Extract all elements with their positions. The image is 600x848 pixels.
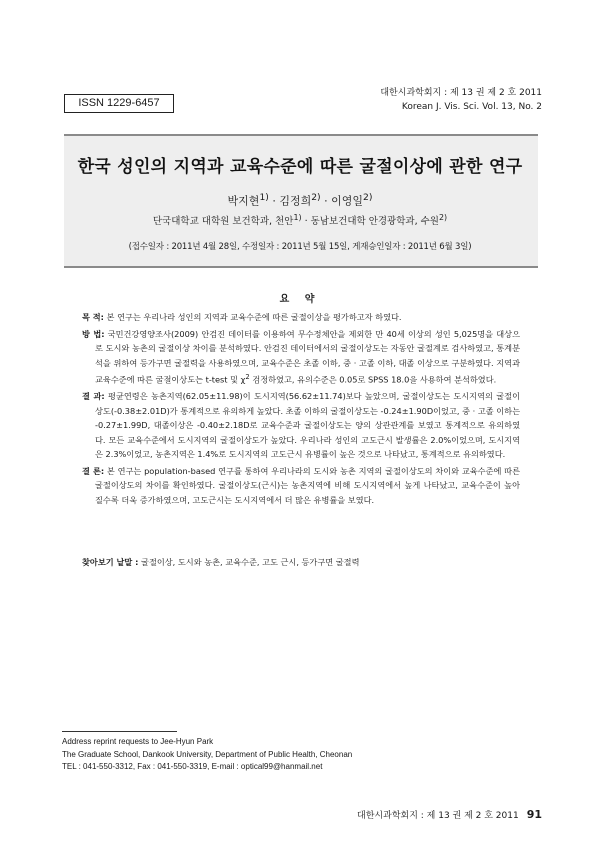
- conclusion-text: 본 연구는 population-based 연구를 통하여 우리나라의 도시와 농촌 지역의 굴절이상도의 차이와 교육수준에 따른 굴절이상도의 차이를 확인하였다. 굴절이상도(근시)는 농촌지역에 비해 도시지역에서 높게 나타났고, 교육수준이 높아질수록 더욱 증가하였으며, 고도근시는 도시지역에서 더 많은 유병률을 보였다.: [95, 465, 520, 505]
- issn-box: [64, 94, 174, 113]
- affiliation-mark: 1): [293, 213, 302, 222]
- affiliation-mark: 2): [438, 213, 448, 222]
- author-separator: ·: [268, 194, 280, 208]
- author-separator: ·: [320, 194, 332, 208]
- issn-text: ISSN 1229-6457: [78, 97, 160, 109]
- footnote-line: TEL : 041-550-3312, Fax : 041-550-3319, E-mail : optical99@hanmail.net: [62, 762, 323, 771]
- results-text: 평균연령은 농촌지역(62.05±11.98)이 도시지역(56.62±11.74)보다 높았으며, 굴절이상도는 도시지역의 굴절이상도(-0.38±2.01D)가 통계적으로 유의하게 높았다. 초졸 이하의 굴절이상도는 -0.24±1.90D이었고, 중 · 고졸 이하는 -0.27±1.99D, 대졸이상은 -0.40±2.18D로 교육수준과 굴절이상도는 양의 상관관계를 보였고 통계적으로 유의하였다. 모든 교육수준에서 도시지역의 굴절이상도가 높았다. 우리나라 성인의 고도근시 발생률은 2.0%이었으며, 도시지역은 2.3%이었고, 농촌지역은 1.4%로 도시지역의 고도근시 유병률이 높은 것으로 나타났고, 통계적으로 유의하였다.: [95, 391, 520, 460]
- footer-journal: 대한시과학회지 : 제 13 권 제 2 호 2011: [357, 811, 519, 821]
- journal-info-english: Korean J. Vis. Sci. Vol. 13, No. 2: [401, 102, 542, 112]
- author-name: 이영일: [331, 194, 364, 208]
- affiliation-text: 단국대학교 대학원 보건학과, 천안: [152, 216, 294, 228]
- page-number: 91: [526, 808, 542, 821]
- footnote-line: The Graduate School, Dankook University, Department of Public Health, Cheonan: [62, 749, 353, 759]
- author-affiliation-mark: 2): [363, 192, 373, 203]
- paper-title: 한국 성인의 지역과 교육수준에 따른 굴절이상에 관한 연구: [77, 157, 523, 177]
- methods-label: 방 법:: [82, 328, 105, 339]
- page-footer: [357, 808, 542, 821]
- abstract-purpose: [82, 310, 520, 325]
- footnote-line: Address reprint requests to Jee-Hyun Park: [62, 737, 214, 746]
- footnote-divider: [62, 731, 177, 732]
- author-affiliation-mark: 1): [259, 192, 269, 203]
- affiliation: [0, 213, 600, 227]
- author-name: 김정희: [279, 194, 312, 208]
- abstract-methods: [82, 327, 520, 388]
- keywords-text: 굴절이상, 도시와 농촌, 교육수준, 고도 근시, 등가구면 굴절력: [138, 557, 360, 567]
- abstract-conclusion: [82, 464, 520, 508]
- methods-text: 국민건강영양조사(2009) 안검진 데이터를 이용하여 무수정체안을 제외한 만 40세 이상의 성인 5,025명을 대상으로 도시와 농촌의 굴절이상 차이를 분석하였다. 안검진 데이터에서의 굴절이상도는 자동안 굴절계로 검사하였고, 통계분석을 위하여 등가구면 굴절력을 사용하였으며, 교육수준은 초졸 이하, 중 · 고졸 이하, 대졸 이상으로 구분하였다. 지역과 교육수준에 따른 굴절이상도는 t-test 및 χ: [95, 328, 520, 385]
- journal-info: [380, 86, 542, 114]
- keywords-label: 찾아보기 낱말 :: [82, 557, 139, 567]
- abstract-heading: 요 약: [279, 294, 321, 305]
- affiliation-text: · 동남보건대학 안경광학과, 수원: [301, 216, 439, 228]
- chi-square-superscript: 2: [245, 373, 250, 381]
- author-affiliation-mark: 2): [311, 192, 321, 203]
- journal-info-korean: 대한시과학회지 : 제 13 권 제 2 호 2011: [380, 88, 542, 98]
- abstract-body: [82, 310, 520, 509]
- purpose-text: 본 연구는 우리나라 성인의 지역과 교육수준에 따른 굴절이상을 평가하고자 하였다.: [103, 312, 402, 322]
- abstract-results: [82, 389, 520, 462]
- author-name: 박지현: [227, 194, 260, 208]
- purpose-label: 목 적:: [82, 312, 104, 322]
- methods-text-cont: 검정하였고, 유의수준은 0.05로 SPSS 18.0을 사용하여 분석하였다.: [249, 374, 497, 385]
- conclusion-label: 결 론:: [82, 465, 105, 476]
- results-label: 결 과:: [82, 391, 105, 402]
- correspondence-footnote: [62, 736, 352, 774]
- keywords: [82, 557, 520, 568]
- submission-dates: (접수일자 : 2011년 4월 28일, 수정일자 : 2011년 5월 15일, 게재승인일자 : 2011년 6월 3일): [128, 242, 472, 252]
- author-list: [0, 192, 600, 209]
